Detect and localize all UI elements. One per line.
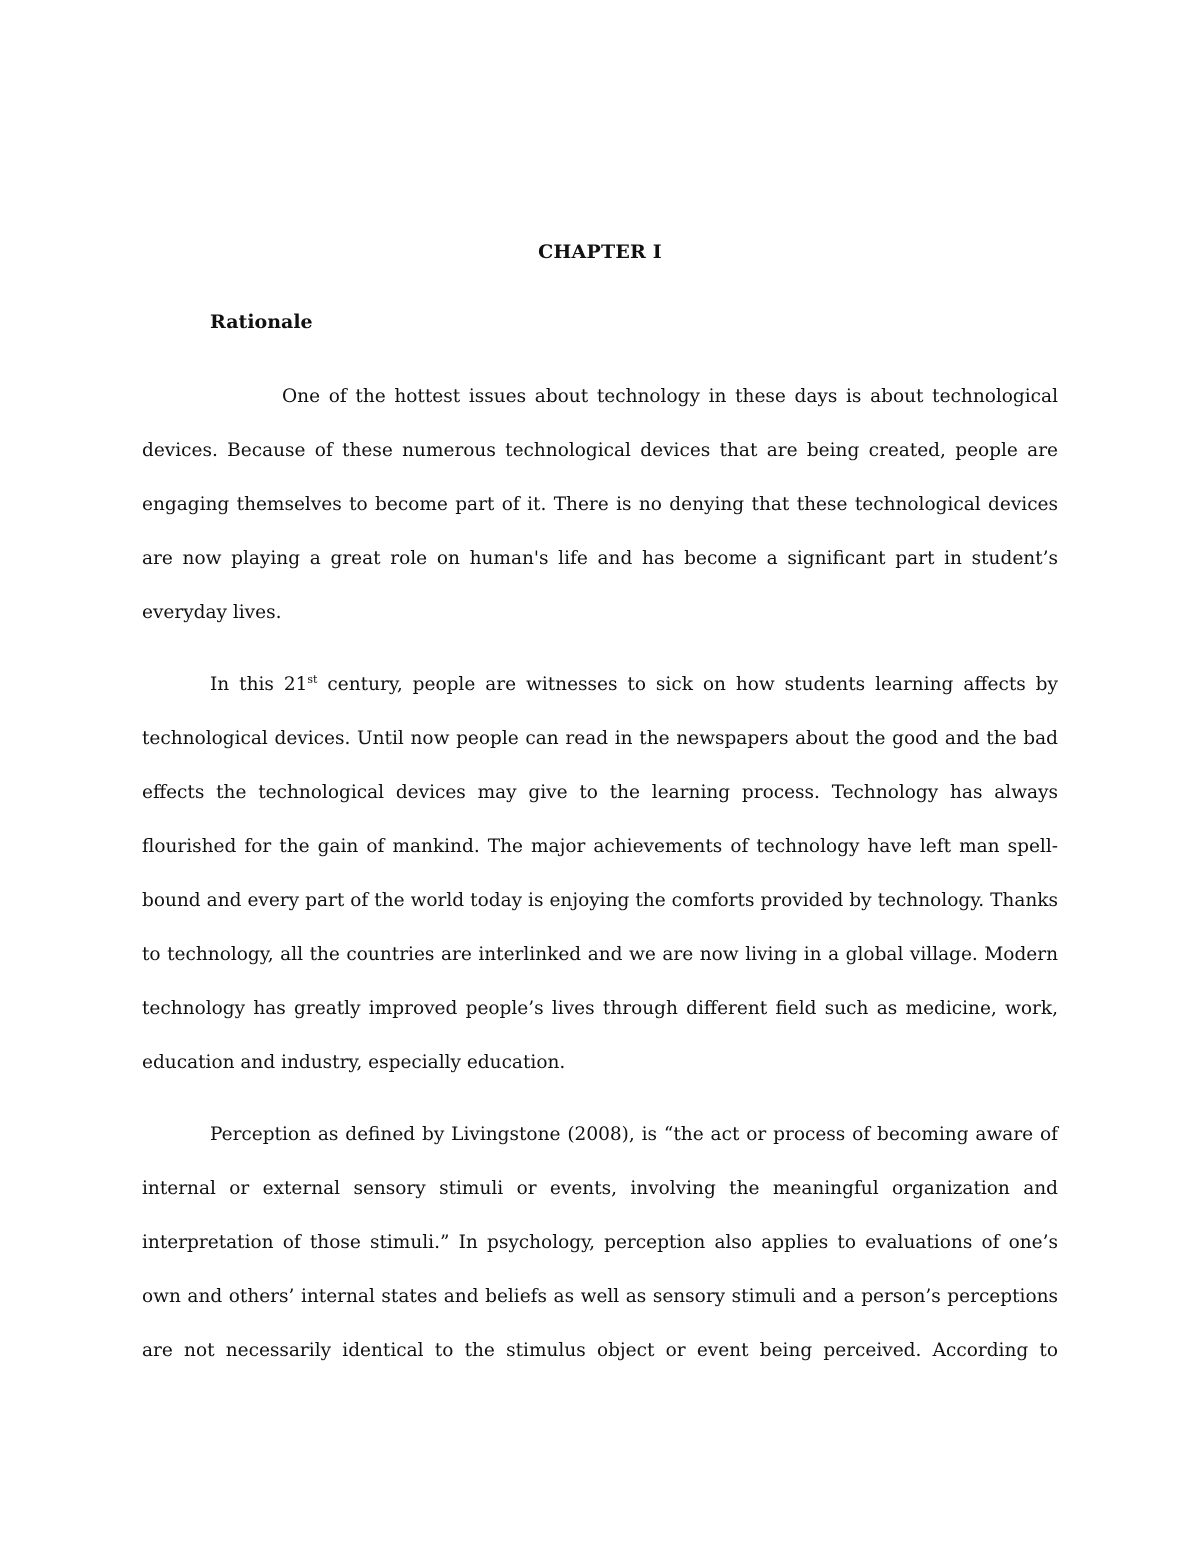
section-heading: Rationale [210, 311, 313, 333]
paragraph-1-text: One of the hottest issues about technology in these days is about technological devices. Because of these numerous technological devices that are being created, people are engaging themselves to become part of it. There is no denying that these technological devices are now playing a great role on human's life and has become a significant part in student’s everyday lives. [142, 386, 1058, 623]
paragraph-2-text-before: In this 21 [210, 674, 308, 695]
ordinal-superscript: st [307, 672, 318, 686]
paragraph-1 [142, 370, 1058, 640]
paragraph-3-text: Perception as defined by Livingstone (2008), is “the act or process of becoming aware of internal or external sensory stimuli or events, involving the meaningful organization and interpretation of those stimuli.” In psychology, perception also applies to evaluations of one’s own and others’ internal states and beliefs as well as sensory stimuli and a person’s perceptions are not necessarily identical to the stimulus object or event being perceived. According to [142, 1124, 1058, 1361]
page-content [142, 238, 1058, 1396]
paragraph-3 [142, 1108, 1058, 1378]
chapter-title: CHAPTER I [538, 241, 662, 263]
paragraph-2 [142, 658, 1058, 1090]
paragraph-2-text-after: century, people are witnesses to sick on how students learning affects by technological devices. Until now people can read in the newspapers about the good and the bad effects the technological devices may give to the learning process. Technology has always flourished for the gain of mankind. The major achievements of technology have left man spell-bound and every part of the world today is enjoying the comforts provided by technology. Thanks to technology, all the countries are interlinked and we are now living in a global village. Modern technology has greatly improved people’s lives through different field such as medicine, work, education and industry, especially education. [142, 674, 1058, 1073]
